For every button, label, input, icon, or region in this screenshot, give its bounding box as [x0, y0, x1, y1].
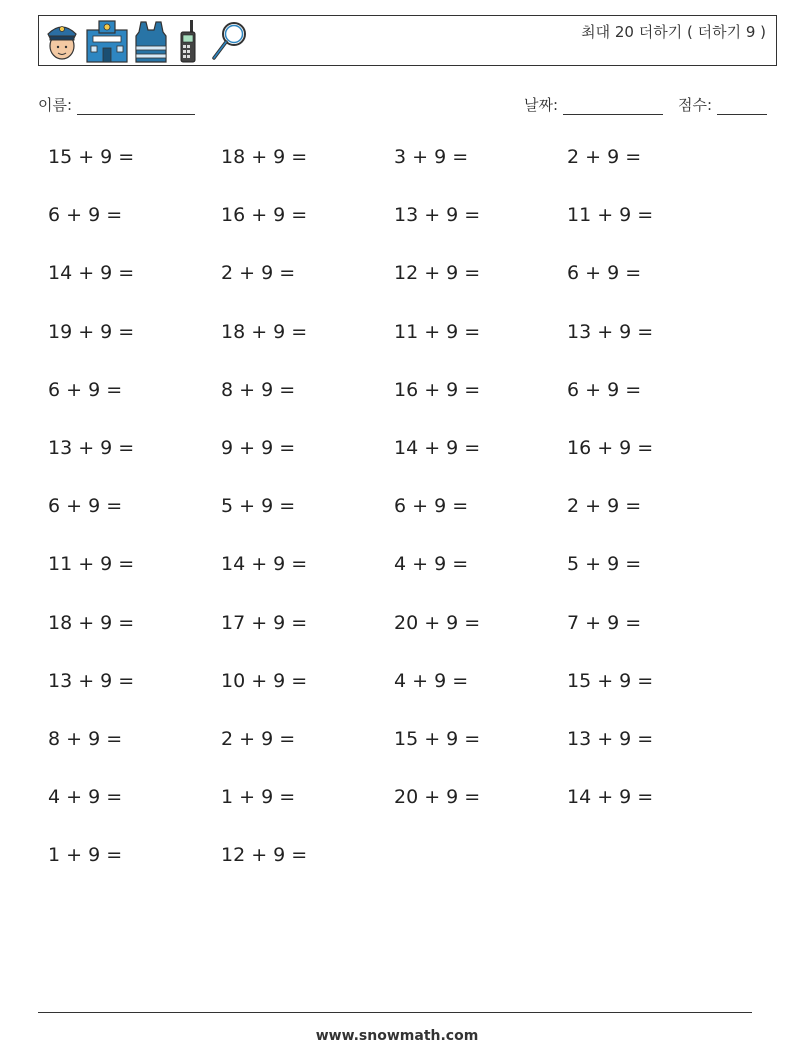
problem-item: 14 + 9 = [48, 262, 135, 285]
problem-item: 20 + 9 = [394, 611, 481, 634]
problem-item: 6 + 9 = [48, 204, 123, 227]
problem-item: 4 + 9 = [394, 553, 469, 576]
problem-item: 8 + 9 = [48, 727, 123, 750]
problem-item: 1 + 9 = [48, 844, 123, 867]
problem-item: 14 + 9 = [394, 436, 481, 459]
problem-item: 15 + 9 = [394, 727, 481, 750]
problem-item: 5 + 9 = [221, 495, 296, 518]
problem-item: 1 + 9 = [221, 786, 296, 809]
footer-divider [38, 1012, 752, 1013]
name-label: 이름: [38, 96, 73, 114]
problem-item: 6 + 9 = [394, 495, 469, 518]
name-line[interactable] [77, 100, 195, 115]
problem-item: 2 + 9 = [567, 495, 642, 518]
problem-item: 12 + 9 = [394, 262, 481, 285]
problem-item: 2 + 9 = [221, 727, 296, 750]
score-line[interactable] [717, 100, 767, 115]
problem-item: 18 + 9 = [221, 320, 308, 343]
footer-url: www.snowmath.com [315, 1028, 479, 1044]
problem-item: 4 + 9 = [394, 669, 469, 692]
problem-item: 11 + 9 = [48, 553, 135, 576]
problem-item: 7 + 9 = [567, 611, 642, 634]
score-field [678, 94, 767, 115]
problem-item: 14 + 9 = [567, 786, 654, 809]
police-station-icon [85, 18, 129, 64]
problem-item: 13 + 9 = [48, 436, 135, 459]
problem-item: 6 + 9 = [48, 378, 123, 401]
score-label: 점수: [678, 96, 713, 114]
problem-item: 3 + 9 = [394, 146, 469, 168]
problem-item: 15 + 9 = [567, 669, 654, 692]
date-field [524, 94, 663, 115]
magnifier-icon [207, 18, 251, 64]
problem-item: 5 + 9 = [567, 553, 642, 576]
walkie-talkie-icon [173, 18, 203, 64]
problem-item: 16 + 9 = [221, 204, 308, 227]
problem-item: 13 + 9 = [567, 727, 654, 750]
police-vest-icon [133, 18, 169, 64]
problem-item: 10 + 9 = [221, 669, 308, 692]
problem-item: 4 + 9 = [48, 786, 123, 809]
problem-item: 13 + 9 = [567, 320, 654, 343]
problem-grid [48, 146, 740, 902]
problem-item: 20 + 9 = [394, 786, 481, 809]
problem-item: 6 + 9 = [567, 378, 642, 401]
problem-item: 11 + 9 = [567, 204, 654, 227]
problem-item: 2 + 9 = [567, 146, 642, 168]
problem-item: 19 + 9 = [48, 320, 135, 343]
problem-item: 13 + 9 = [394, 204, 481, 227]
problem-item: 12 + 9 = [221, 844, 308, 867]
worksheet-title: 최대 20 더하기 ( 더하기 9 ) [581, 23, 766, 41]
problem-item: 6 + 9 = [567, 262, 642, 285]
problem-item: 6 + 9 = [48, 495, 123, 518]
problem-item: 17 + 9 = [221, 611, 308, 634]
problem-item: 11 + 9 = [394, 320, 481, 343]
header-icons [43, 18, 251, 64]
problem-item: 18 + 9 = [221, 146, 308, 168]
problem-item: 8 + 9 = [221, 378, 296, 401]
problem-item: 9 + 9 = [221, 436, 296, 459]
problem-item: 13 + 9 = [48, 669, 135, 692]
date-line[interactable] [563, 100, 663, 115]
problem-item: 2 + 9 = [221, 262, 296, 285]
problem-item: 16 + 9 = [567, 436, 654, 459]
problem-item: 18 + 9 = [48, 611, 135, 634]
problem-item: 15 + 9 = [48, 146, 135, 168]
date-label: 날짜: [524, 96, 559, 114]
problem-item: 16 + 9 = [394, 378, 481, 401]
header-box [38, 15, 777, 66]
problem-item: 14 + 9 = [221, 553, 308, 576]
name-field [38, 94, 195, 115]
police-officer-icon [43, 18, 81, 64]
